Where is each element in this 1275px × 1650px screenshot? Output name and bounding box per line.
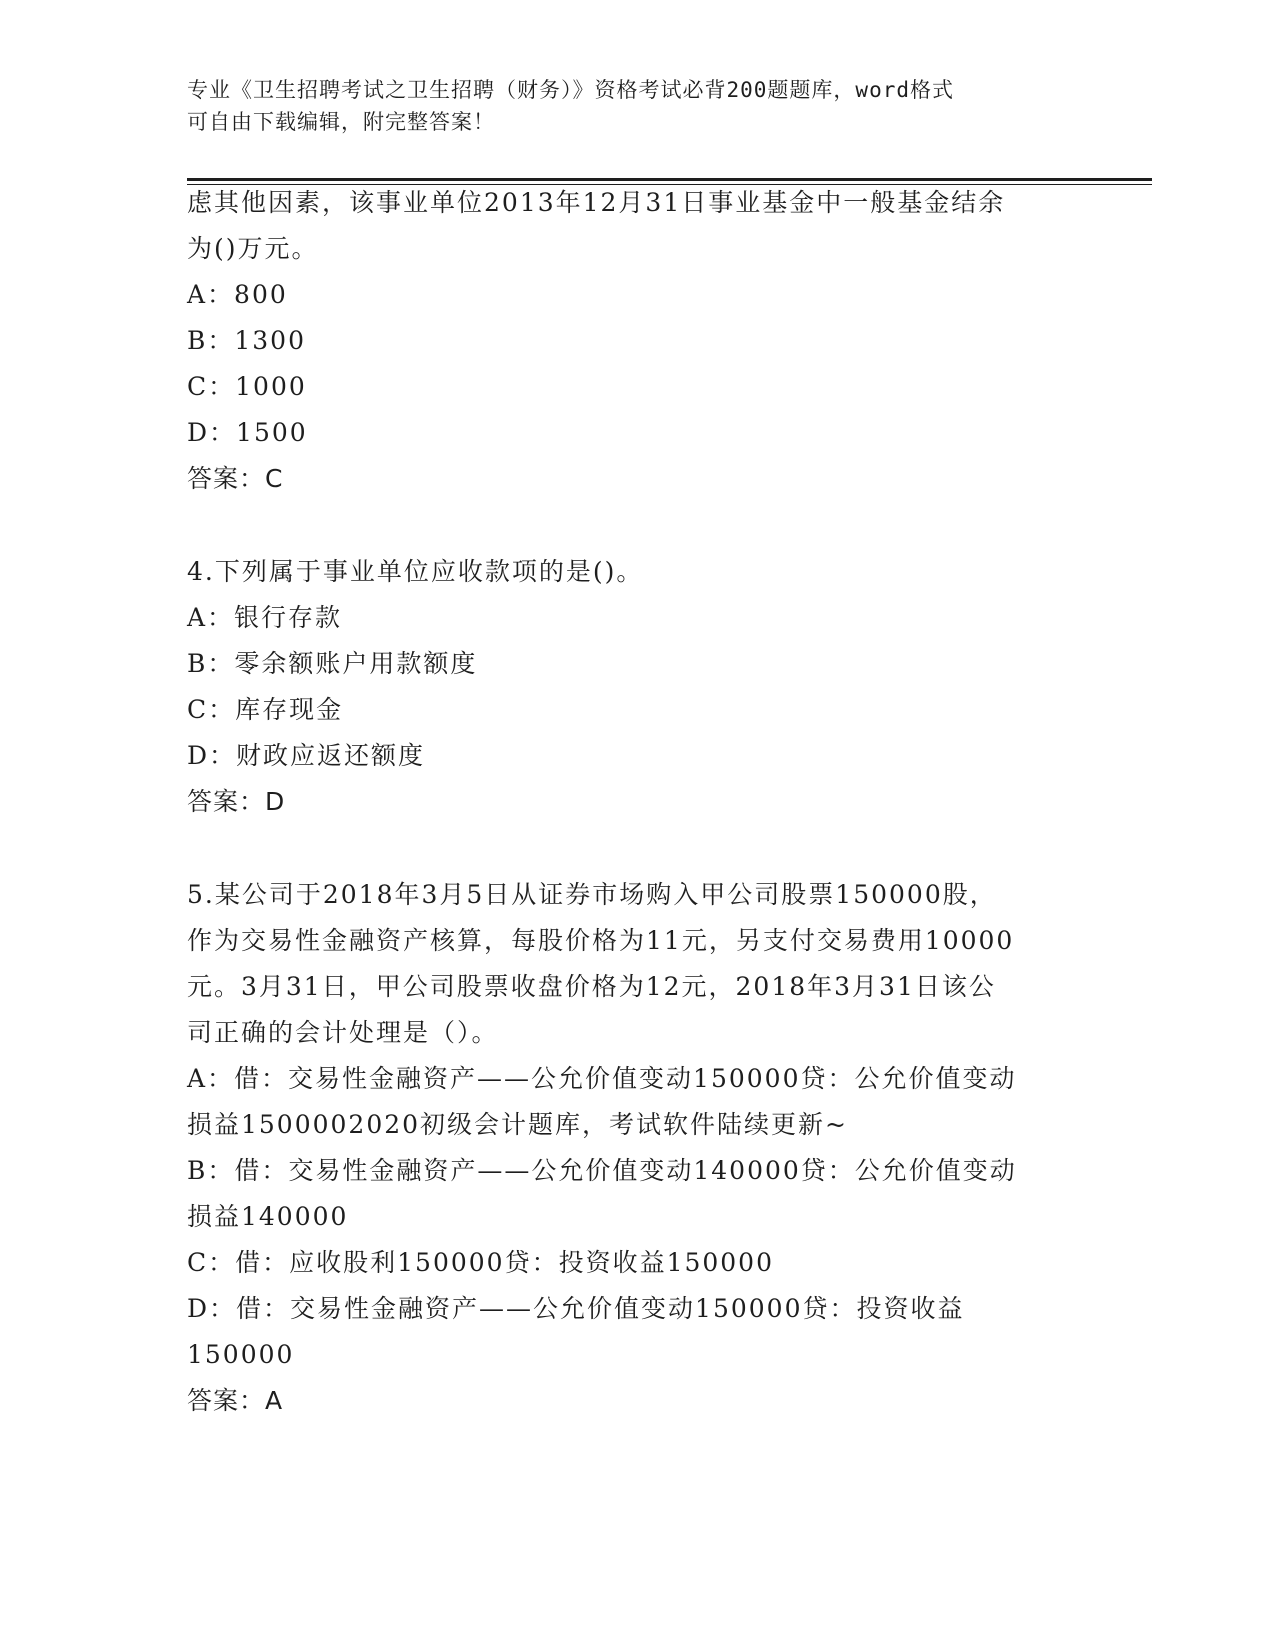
question-3-option-b: B：1300: [187, 326, 306, 355]
question-5-option-b-line-2: 损益140000: [187, 1202, 349, 1231]
header-title-line-2: 可自由下载编辑，附完整答案！: [187, 110, 495, 134]
question-5-option-d-line-2: 150000: [187, 1340, 295, 1369]
question-5-text-line-4: 司正确的会计处理是（）。: [187, 1018, 499, 1047]
document-header: [187, 74, 1087, 138]
header-title-line-1: 专业《卫生招聘考试之卫生招聘（财务）》资格考试必背200题题库，word格式: [187, 78, 954, 102]
question-4-answer: 答案：D: [187, 787, 286, 816]
question-5: [187, 872, 1127, 1424]
question-4-option-c: C：库存现金: [187, 695, 344, 724]
question-3-text-line-2: 为()万元。: [187, 234, 319, 263]
question-5-text-line-3: 元。3月31日，甲公司股票收盘价格为12元，2018年3月31日该公: [187, 972, 996, 1001]
question-3-option-d: D：1500: [187, 418, 308, 447]
question-4-option-b: B：零余额账户用款额度: [187, 649, 478, 678]
question-3-answer: 答案：C: [187, 464, 284, 493]
question-5-answer: 答案：A: [187, 1386, 284, 1415]
question-5-option-a-line-2: 损益1500002020初级会计题库，考试软件陆续更新~: [187, 1110, 849, 1139]
question-5-text-line-2: 作为交易性金融资产核算，每股价格为11元，另支付交易费用10000: [187, 926, 1015, 955]
question-5-option-c: C：借：应收股利150000贷：投资收益150000: [187, 1248, 774, 1277]
question-5-option-b-line-1: B：借：交易性金融资产——公允价值变动140000贷：公允价值变动: [187, 1156, 1017, 1185]
question-3-option-c: C：1000: [187, 372, 307, 401]
question-3-option-a: A：800: [187, 280, 288, 309]
question-5-text-line-1: 5.某公司于2018年3月5日从证券市场购入甲公司股票150000股，: [187, 880, 997, 909]
question-3: [187, 180, 1127, 502]
question-3-text-line-1: 虑其他因素，该事业单位2013年12月31日事业基金中一般基金结余: [187, 188, 1006, 217]
question-4: [187, 549, 1127, 825]
question-4-option-d: D：财政应返还额度: [187, 741, 426, 770]
question-4-text-line-1: 4.下列属于事业单位应收款项的是()。: [187, 557, 644, 586]
question-5-option-a-line-1: A：借：交易性金融资产——公允价值变动150000贷：公允价值变动: [187, 1064, 1017, 1093]
question-4-option-a: A：银行存款: [187, 603, 343, 632]
question-5-option-d-line-1: D：借：交易性金融资产——公允价值变动150000贷：投资收益: [187, 1294, 965, 1323]
